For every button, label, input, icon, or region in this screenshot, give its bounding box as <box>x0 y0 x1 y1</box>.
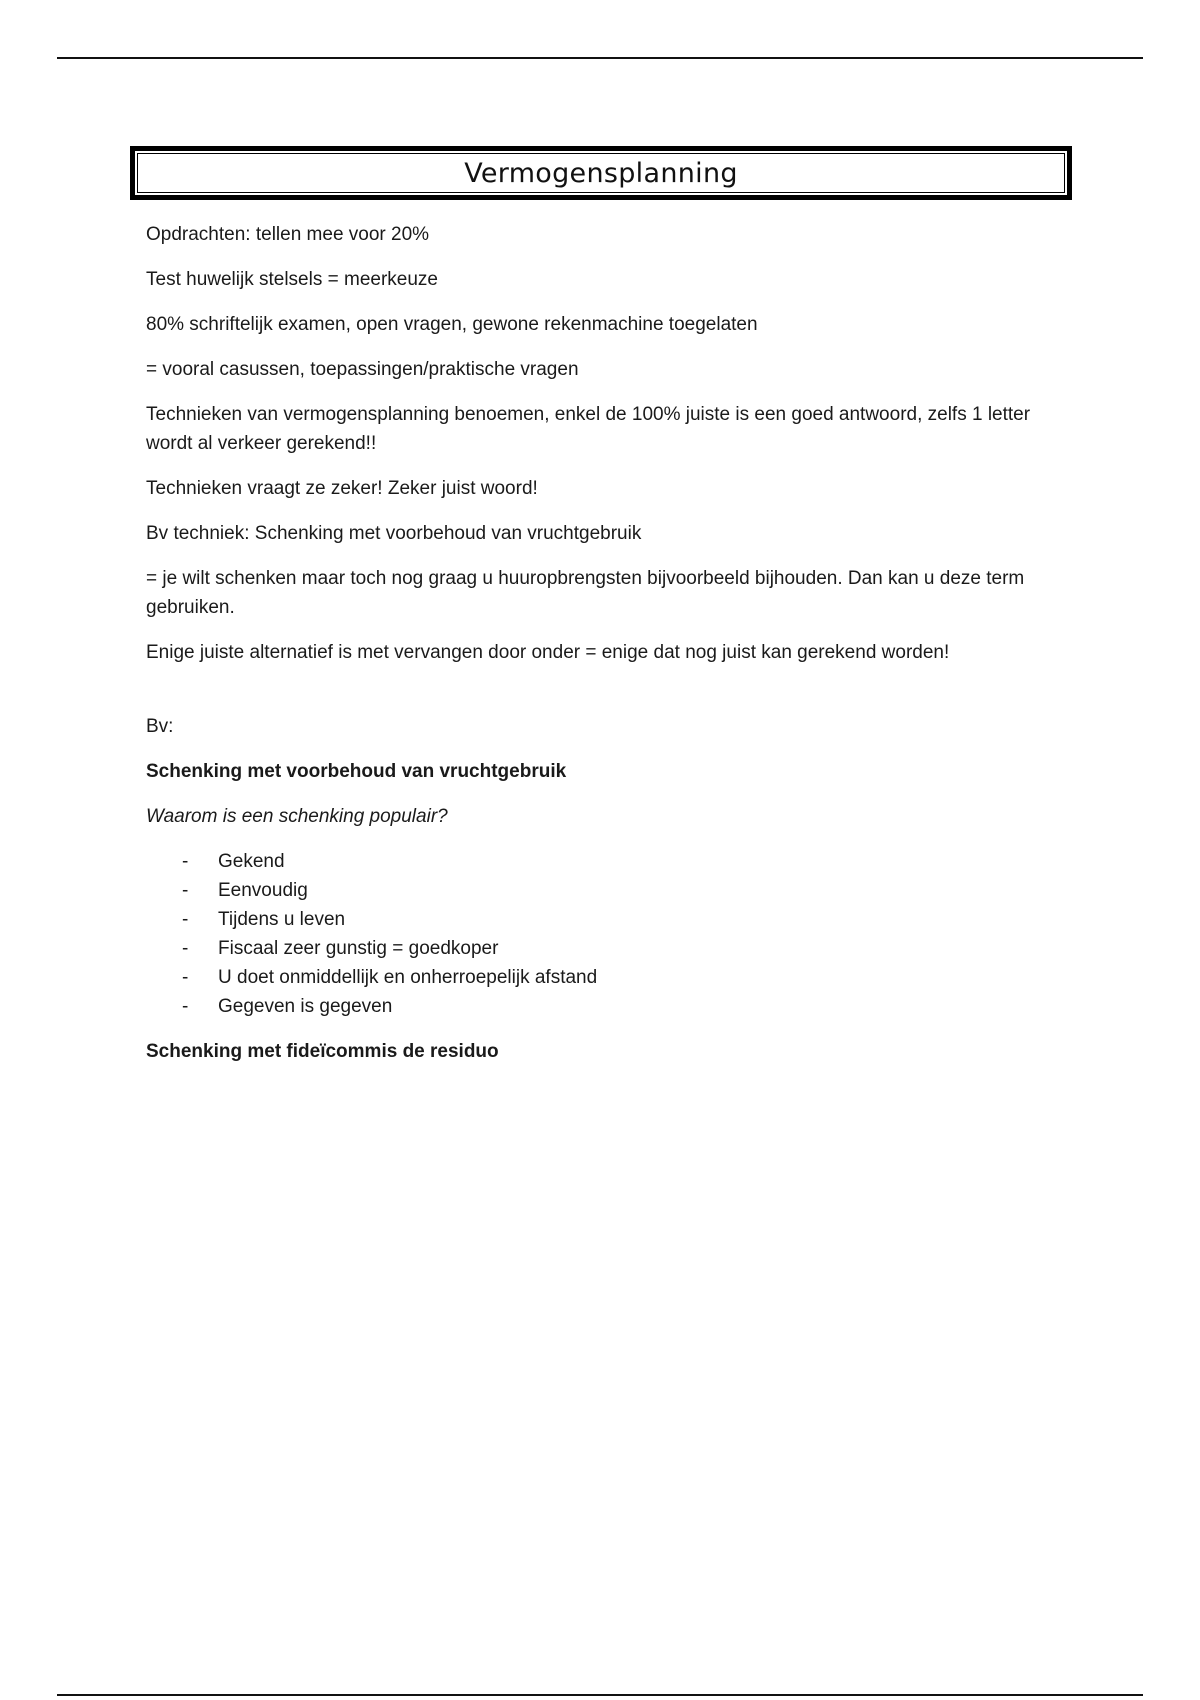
list-item-text: Gekend <box>218 851 285 872</box>
bullet-marker: - <box>182 967 189 988</box>
paragraph: 80% schriftelijk examen, open vragen, gewone rekenmachine toegelaten <box>146 314 758 335</box>
bullet-marker: - <box>182 938 189 959</box>
list-item-text: Fiscaal zeer gunstig = goedkoper <box>218 938 499 959</box>
paragraph: Opdrachten: tellen mee voor 20% <box>146 224 430 245</box>
bullet-marker: - <box>182 851 189 872</box>
paragraph: Technieken van vermogensplanning benoemen, enkel de 100% juiste is een goed antwoord, zelfs 1 letter wordt al verkeer gerekend!! <box>146 404 1031 454</box>
paragraph: = je wilt schenken maar toch nog graag u huuropbrengsten bijvoorbeeld bijhouden. Dan kan u deze term gebruiken. <box>146 568 1025 618</box>
section-heading: Schenking met voorbehoud van vruchtgebruik <box>146 761 567 782</box>
page-title: Vermogensplanning <box>137 153 1065 193</box>
list-item <box>146 963 1046 992</box>
list-item <box>146 934 1046 963</box>
section-question: Waarom is een schenking populair? <box>146 806 448 827</box>
footer-rule <box>57 1694 1143 1696</box>
section-heading: Schenking met fideïcommis de residuo <box>146 1041 499 1062</box>
list-item-text: Eenvoudig <box>218 880 308 901</box>
bullet-marker: - <box>182 996 189 1017</box>
header-rule <box>57 57 1143 59</box>
paragraph: Bv techniek: Schenking met voorbehoud van vruchtgebruik <box>146 523 642 544</box>
list-item-text: Gegeven is gegeven <box>218 996 393 1017</box>
title-frame <box>130 146 1072 200</box>
list-item <box>146 847 1046 876</box>
example-label: Bv: <box>146 716 174 737</box>
bullet-list <box>146 847 1046 1021</box>
list-item <box>146 992 1046 1021</box>
document-body <box>146 220 1046 1082</box>
list-item-text: U doet onmiddellijk en onherroepelijk afstand <box>218 967 598 988</box>
paragraph: Technieken vraagt ze zeker! Zeker juist woord! <box>146 478 538 499</box>
list-item <box>146 876 1046 905</box>
list-item <box>146 905 1046 934</box>
paragraph: = vooral casussen, toepassingen/praktische vragen <box>146 359 579 380</box>
paragraph: Enige juiste alternatief is met vervangen door onder = enige dat nog juist kan gerekend worden! <box>146 642 950 663</box>
paragraph: Test huwelijk stelsels = meerkeuze <box>146 269 438 290</box>
bullet-marker: - <box>182 880 189 901</box>
bullet-marker: - <box>182 909 189 930</box>
list-item-text: Tijdens u leven <box>218 909 346 930</box>
